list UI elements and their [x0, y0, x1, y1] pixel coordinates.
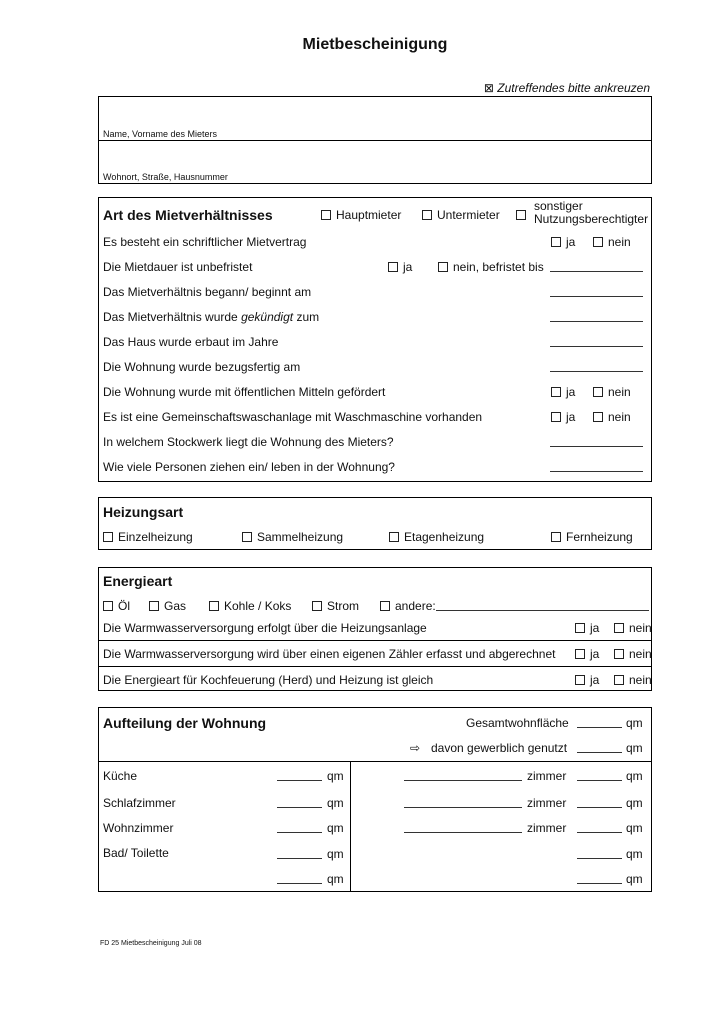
address-field[interactable] — [99, 141, 651, 184]
checkbox-no-limited[interactable]: nein, befristet bis — [438, 260, 544, 274]
room-area-input[interactable] — [277, 796, 322, 811]
checkbox-no[interactable]: nein — [614, 647, 652, 661]
checkbox-no[interactable]: nein — [593, 235, 631, 249]
andere-input[interactable] — [436, 599, 649, 614]
heating-heading: Heizungsart — [103, 504, 184, 520]
apartment-heading: Aufteilung der Wohnung — [103, 715, 267, 731]
unit-label: qm — [626, 716, 643, 730]
checkbox-icon — [321, 210, 331, 220]
room-area-input[interactable] — [577, 821, 622, 836]
tenant-block — [98, 96, 652, 184]
row-floor: In welchem Stockwerk liegt die Wohnung des Mieters? — [103, 435, 394, 449]
row-built-year: Das Haus wurde erbaut im Jahre — [103, 335, 279, 349]
commercial-area-input[interactable] — [577, 741, 622, 756]
checkbox-yes[interactable]: ja — [551, 235, 575, 249]
room-area-input[interactable] — [577, 847, 622, 862]
checkbox-no[interactable]: nein — [614, 621, 652, 635]
room-name-input[interactable] — [404, 796, 522, 811]
built-year-input[interactable] — [550, 335, 643, 350]
row-start-date: Das Mietverhältnis begann/ beginnt am — [103, 285, 312, 299]
energy-heading: Energieart — [103, 573, 173, 589]
unit-label: qm — [327, 872, 344, 886]
checkbox-yes[interactable]: ja — [551, 410, 575, 424]
unit-label: qm — [327, 821, 344, 835]
floor-input[interactable] — [550, 435, 643, 450]
room-area-input[interactable] — [577, 872, 622, 887]
room-label: Bad/ Toilette — [103, 846, 169, 860]
checkbox-yes[interactable]: ja — [551, 385, 575, 399]
checkbox-yes[interactable]: ja — [575, 647, 599, 661]
unit-label: qm — [626, 796, 643, 810]
unit-label: qm — [626, 741, 643, 755]
total-area-label: Gesamtwohnfläche — [466, 716, 569, 730]
row-unlimited: Die Mietdauer ist unbefristet — [103, 260, 253, 274]
heating-section — [98, 497, 652, 550]
checkbox-kohle[interactable]: Kohle / Koks — [209, 599, 291, 613]
checkbox-andere[interactable]: andere: — [380, 599, 436, 613]
ready-date-input[interactable] — [550, 360, 643, 375]
row-cooking-energy: Die Energieart für Kochfeuerung (Herd) und Heizung ist gleich — [103, 673, 434, 687]
row-written-contract: Es besteht ein schriftlicher Mietvertrag — [103, 235, 307, 249]
checkbox-no[interactable]: nein — [593, 410, 631, 424]
persons-input[interactable] — [550, 460, 643, 475]
unit-label: qm — [327, 796, 344, 810]
checkbox-yes[interactable]: ja — [575, 621, 599, 635]
total-area-input[interactable] — [577, 716, 622, 731]
limited-until-input[interactable] — [550, 260, 643, 275]
room-suffix: zimmer — [527, 796, 567, 810]
row-persons: Wie viele Personen ziehen ein/ leben in der Wohnung? — [103, 460, 395, 474]
room-name-input[interactable] — [404, 821, 522, 836]
room-area-input[interactable] — [577, 769, 622, 784]
room-area-input[interactable] — [277, 821, 322, 836]
row-terminated: Das Mietverhältnis wurde gekündigt zum — [103, 310, 320, 324]
row-hot-water-meter: Die Warmwasserversorgung wird über einen eigenen Zähler erfasst und abgerechnet — [103, 647, 556, 661]
room-area-input[interactable] — [577, 796, 622, 811]
sonstiger-label: sonstiger Nutzungsberechtigter — [534, 199, 649, 226]
name-field-label: Name, Vorname des Mieters — [103, 129, 218, 139]
room-label: Wohnzimmer — [103, 821, 174, 835]
checkbox-gas[interactable]: Gas — [149, 599, 186, 613]
room-area-input[interactable] — [277, 769, 322, 784]
checkbox-no[interactable]: nein — [593, 385, 631, 399]
arrow-right-icon: ⇨ — [410, 741, 421, 755]
checkbox-hauptmieter[interactable]: Hauptmieter — [321, 208, 401, 222]
checkbox-strom[interactable]: Strom — [312, 599, 359, 613]
commercial-area-label: davon gewerblich genutzt — [431, 741, 568, 755]
room-label: Schlafzimmer — [103, 796, 176, 810]
checkbox-yes[interactable]: ja — [575, 673, 599, 687]
unit-label: qm — [626, 821, 643, 835]
footer-text: FD 25 Mietbescheinigung Juli 08 — [100, 940, 202, 947]
checkbox-icon — [422, 210, 432, 220]
address-field-label: Wohnort, Straße, Hausnummer — [103, 172, 228, 182]
checkbox-einzelheizung[interactable]: Einzelheizung — [103, 530, 193, 544]
room-name-input[interactable] — [404, 769, 522, 784]
unit-label: qm — [626, 872, 643, 886]
unit-label: qm — [327, 847, 344, 861]
checkbox-sonstiger[interactable] — [516, 208, 531, 222]
name-field[interactable] — [99, 97, 651, 140]
checked-box-icon: ⊠ — [483, 81, 494, 95]
checkbox-icon — [516, 210, 526, 220]
unit-label: qm — [327, 769, 344, 783]
row-laundry: Es ist eine Gemeinschaftswaschanlage mit Waschmaschine vorhanden — [103, 410, 483, 424]
instruction-hint: ⊠ Zutreffendes bitte ankreuzen — [483, 81, 650, 95]
checkbox-yes[interactable]: ja — [388, 260, 412, 274]
rental-heading: Art des Mietverhältnisses — [103, 207, 273, 223]
unit-label: qm — [626, 769, 643, 783]
checkbox-sammelheizung[interactable]: Sammelheizung — [242, 530, 343, 544]
rental-section — [98, 197, 652, 482]
row-hot-water-heating: Die Warmwasserversorgung erfolgt über die Heizungsanlage — [103, 621, 427, 635]
row-public-funding: Die Wohnung wurde mit öffentlichen Mitteln gefördert — [103, 385, 386, 399]
room-label: Küche — [103, 769, 138, 783]
room-suffix: zimmer — [527, 821, 567, 835]
room-area-input[interactable] — [277, 872, 322, 887]
checkbox-no[interactable]: nein — [614, 673, 652, 687]
room-area-input[interactable] — [277, 847, 322, 862]
apartment-section — [98, 707, 652, 892]
checkbox-oel[interactable]: Öl — [103, 599, 130, 613]
row-ready-date: Die Wohnung wurde bezugsfertig am — [103, 360, 301, 374]
checkbox-fernheizung[interactable]: Fernheizung — [551, 530, 633, 544]
terminated-date-input[interactable] — [550, 310, 643, 325]
room-suffix: zimmer — [527, 769, 567, 783]
checkbox-etagenheizung[interactable]: Etagenheizung — [389, 530, 484, 544]
checkbox-untermieter[interactable]: Untermieter — [422, 208, 500, 222]
page-title: Mietbescheinigung — [302, 36, 448, 53]
unit-label: qm — [626, 847, 643, 861]
energy-section — [98, 567, 652, 691]
start-date-input[interactable] — [550, 285, 643, 300]
